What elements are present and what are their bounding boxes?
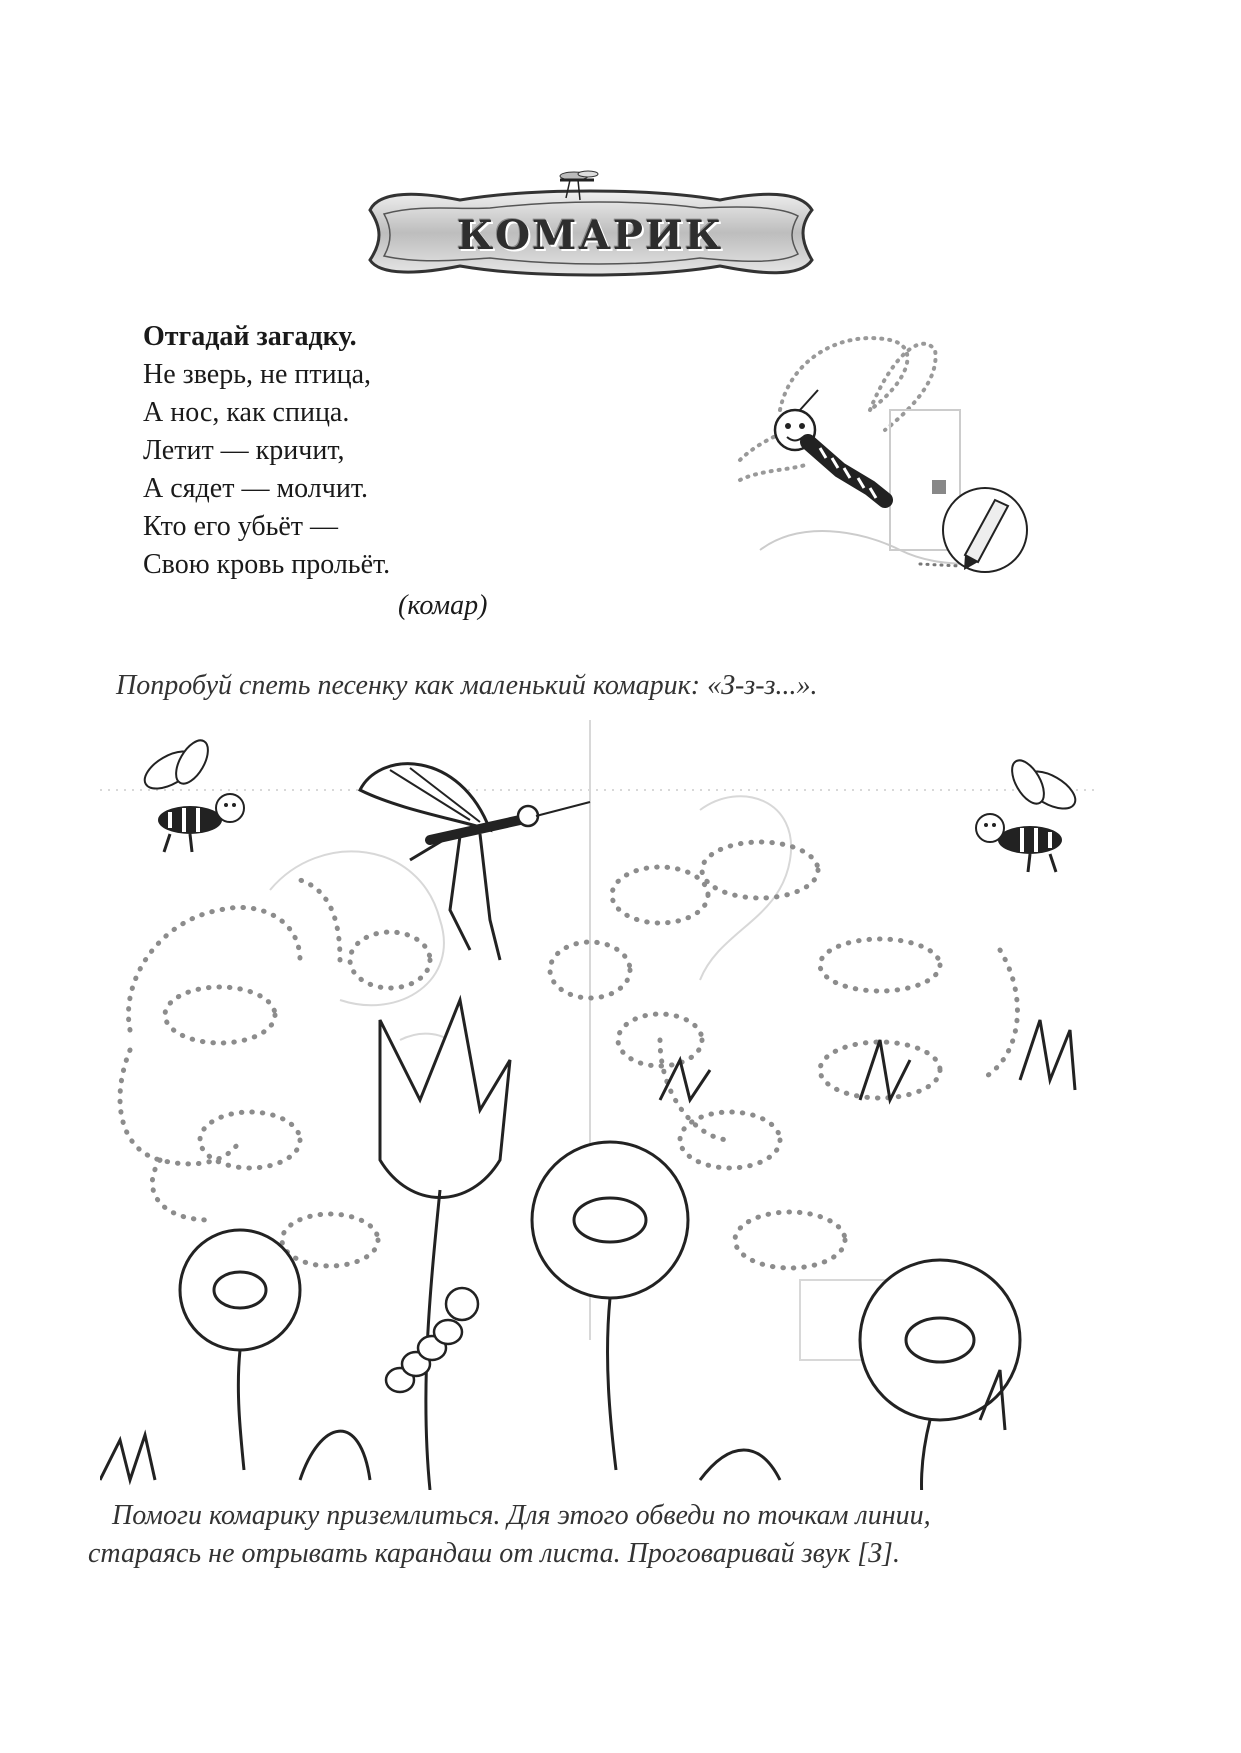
instruction-bottom-line: Помоги комарику приземлиться. Для этого обведи по точкам линии, (112, 1500, 931, 1531)
instruction-bottom (88, 1497, 1168, 1573)
flower-icon (532, 1142, 688, 1470)
riddle-line: Кто его убьёт — (143, 511, 339, 542)
flower-icon (860, 1260, 1020, 1490)
tracing-illustration (100, 720, 1100, 1490)
riddle-line: А сядет — молчит. (143, 473, 368, 504)
riddle-line: А нос, как спица. (143, 397, 350, 428)
riddle-answer: (комар) (398, 590, 488, 621)
riddle (143, 318, 390, 584)
bee-icon (139, 735, 244, 852)
mosquito-icon (775, 390, 885, 500)
instruction-top: Попробуй спеть песенку как маленький комарик: «З-з-з...». (116, 670, 818, 701)
bee-icon (976, 755, 1081, 872)
riddle-line: Свою кровь прольёт. (143, 549, 391, 580)
riddle-illustration (720, 320, 1060, 620)
riddle-line: Не зверь, не птица, (143, 359, 371, 390)
riddle-heading: Отгадай загадку. (143, 321, 357, 352)
caterpillar-icon (386, 1288, 478, 1392)
page-title: КОМАРИК (456, 212, 724, 259)
flower-icon (180, 1230, 300, 1470)
flower-icon (380, 1000, 510, 1490)
pencil-icon (920, 480, 1027, 572)
instruction-bottom-line: стараясь не отрывать карандаш от листа. Проговаривай звук [З]. (88, 1538, 900, 1569)
riddle-line: Летит — кричит, (143, 435, 345, 466)
